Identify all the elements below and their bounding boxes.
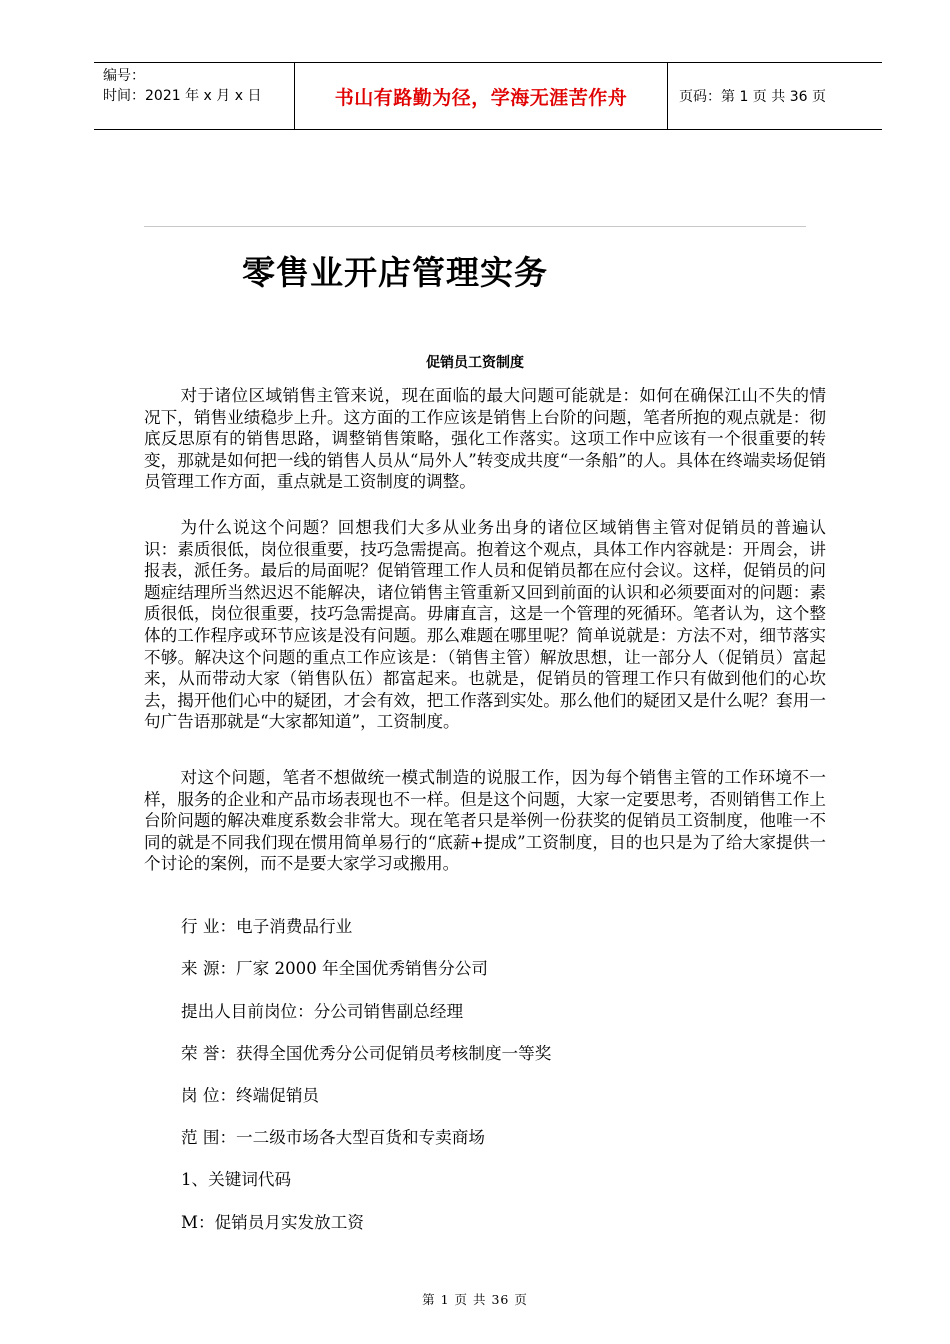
document-time-label: 时间：2021 年 x 月 x 日 [103,88,262,104]
info-keyword-m: M：促销员月实发放工资 [181,1213,364,1232]
document-number-label: 编号： [103,68,145,84]
body-paragraph-1: 对于诸位区域销售主管来说，现在面临的最大问题可能就是：如何在确保江山不失的情况下，销售业绩稳步上升。这方面的工作应该是销售上台阶的问题，笔者所抱的观点就是：彻底反思原有的销售思路，调整销售策略，强化工作落实。这项工作中应该有一个很重要的转变，那就是如何把一线的销售人员从“局外人”转变成共度“一条船”的人。具体在终端卖场促销员管理工作方面，重点就是工资制度的调整。 [144,386,826,492]
info-source: 来 源：厂家 2000 年全国优秀销售分公司 [181,959,488,978]
section-title: 促销员工资制度 [426,355,524,371]
divider-line [144,226,806,227]
info-keyword-heading: 1、关键词代码 [181,1170,292,1189]
body-paragraph-3: 对这个问题，笔者不想做统一模式制造的说服工作，因为每个销售主管的工作环境不一样，服务的企业和产品市场表现也不一样。但是这个问题，大家一定要思考，否则销售工作上台阶问题的解决难度系数会非常大。现在笔者只是举例一份获奖的促销员工资制度，他唯一不同的就是不同我们现在惯用简单易行的“底薪+提成”工资制度，目的也只是为了给大家提供一个讨论的案例，而不是要大家学习或搬用。 [144,768,826,874]
info-honor: 荣 誉：获得全国优秀分公司促销员考核制度一等奖 [181,1044,552,1063]
info-proposer-position: 提出人目前岗位：分公司销售副总经理 [181,1002,464,1021]
body-paragraph-2: 为什么说这个问题？回想我们大多从业务出身的诸位区域销售主管对促销员的普遍认识：素质很低，岗位很重要，技巧急需提高。抱着这个观点，具体工作内容就是：开周会，讲报表，派任务。最后的局面呢？促销管理工作人员和促销员都在应付会议。这样，促销员的问题症结理所当然迟迟不能解决，诸位销售主管重新又回到前面的认识和必须要面对的问题：素质很低，岗位很重要，技巧急需提高。毋庸直言，这是一个管理的死循环。笔者认为，这个整体的工作程序或环节应该是没有问题。那么难题在哪里呢？简单说就是：方法不对，细节落实不够。解决这个问题的重点工作应该是：（销售主管）解放思想，让一部分人（促销员）富起来，从而带动大家（销售队伍）都富起来。也就是，促销员的管理工作只有做到他们的心坎去，揭开他们心中的疑团，才会有效，把工作落到实处。那么他们的疑团又是什么呢？套用一句广告语那就是“大家都知道”，工资制度。 [144,518,826,732]
info-industry: 行 业：电子消费品行业 [181,917,353,936]
header-meta [94,63,295,129]
header-page-info: 页码：第 1 页 共 36 页 [679,89,826,105]
info-scope: 范 围：一二级市场各大型百货和专卖商场 [181,1128,485,1147]
document-title: 零售业开店管理实务 [242,253,548,292]
header-motto: 书山有路勤为径，学海无涯苦作舟 [334,86,628,109]
page-header [94,62,882,130]
header-page-cell [668,63,882,129]
info-post: 岗 位：终端促销员 [181,1086,320,1105]
header-motto-cell [295,63,668,129]
page-footer: 第 1 页 共 36 页 [422,1292,528,1307]
